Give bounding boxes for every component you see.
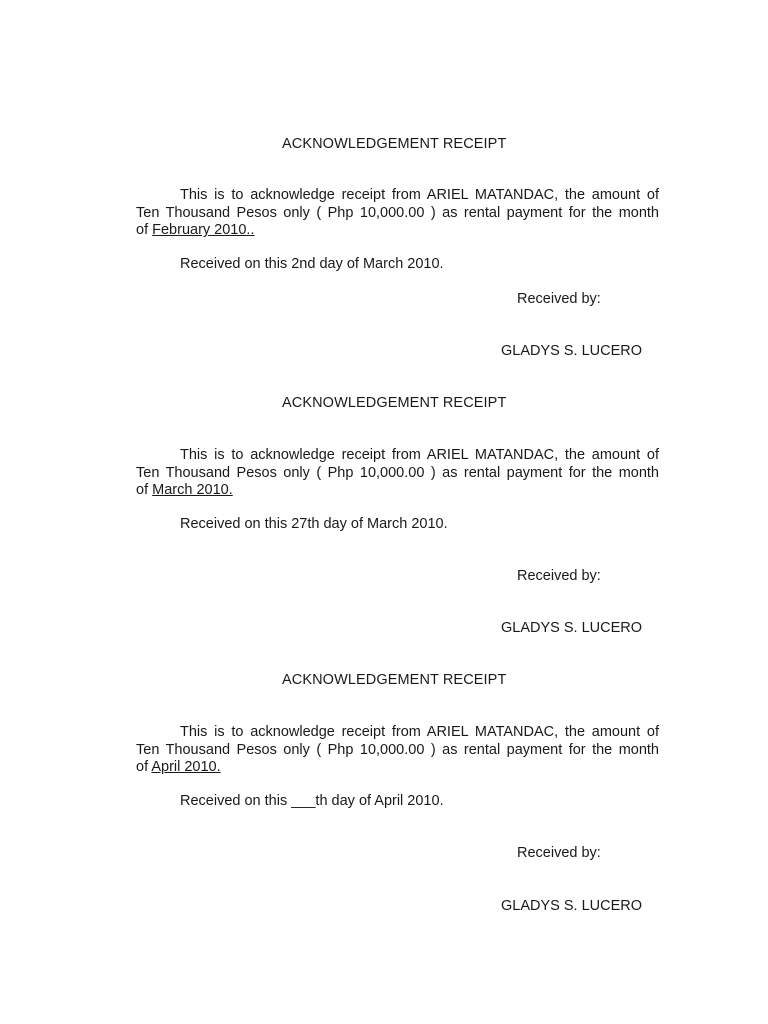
received-by-label: Received by: xyxy=(517,568,601,584)
signer-name: GLADYS S. LUCERO xyxy=(501,898,643,914)
line-prefix: of xyxy=(136,482,153,499)
body-line-3 xyxy=(136,222,659,240)
received-by-label: Received by: xyxy=(517,291,601,307)
body-line-1: This is to acknowledge receipt from ARIEL MATANDAC, the amount of xyxy=(180,724,659,740)
rental-month: March 2010. xyxy=(152,482,233,499)
rental-month: February 2010.. xyxy=(152,222,255,239)
received-by-label: Received by: xyxy=(517,845,601,861)
body-line-2: Ten Thousand Pesos only ( Php 10,000.00 ) as rental payment for the month xyxy=(136,464,659,481)
receipt-title: ACKNOWLEDGEMENT RECEIPT xyxy=(282,395,507,411)
body-line-1: This is to acknowledge receipt from ARIEL MATANDAC, the amount of xyxy=(180,187,659,203)
signer-name: GLADYS S. LUCERO xyxy=(501,343,643,359)
received-on-date: Received on this 27th day of March 2010. xyxy=(180,516,448,532)
body-line-1: This is to acknowledge receipt from ARIEL MATANDAC, the amount of xyxy=(180,447,659,463)
received-on-date: Received on this 2nd day of March 2010. xyxy=(180,256,444,272)
receipt-body xyxy=(136,447,659,500)
body-line-3 xyxy=(136,759,659,777)
signer-name: GLADYS S. LUCERO xyxy=(501,620,643,636)
body-line-2: Ten Thousand Pesos only ( Php 10,000.00 ) as rental payment for the month xyxy=(136,204,659,221)
rental-month: April 2010. xyxy=(151,759,221,776)
line-prefix: of xyxy=(136,759,152,776)
received-on-date: Received on this ___th day of April 2010. xyxy=(180,793,444,809)
body-line-2: Ten Thousand Pesos only ( Php 10,000.00 ) as rental payment for the month xyxy=(136,741,659,758)
receipt-title: ACKNOWLEDGEMENT RECEIPT xyxy=(282,672,507,688)
receipt-body xyxy=(136,187,659,240)
body-line-3 xyxy=(136,482,659,500)
receipt-body xyxy=(136,724,659,777)
line-prefix: of xyxy=(136,222,153,239)
receipt-title: ACKNOWLEDGEMENT RECEIPT xyxy=(282,136,507,152)
